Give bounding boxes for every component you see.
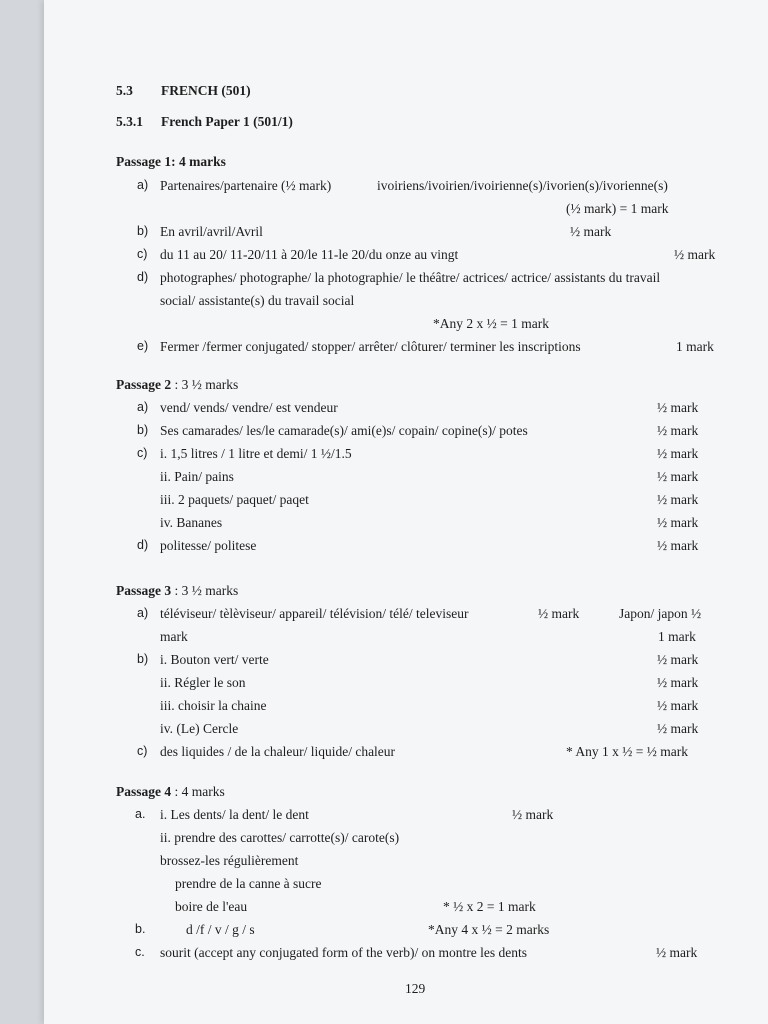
- mark-value: ½ mark: [657, 675, 699, 690]
- answer-text: Japon/ japon ½: [619, 606, 702, 621]
- answer-text: sourit (accept any conjugated form of the verb)/ on montre les dents: [160, 945, 528, 960]
- mark-value: ½ mark: [657, 492, 699, 507]
- answer-text: politesse/ politese: [160, 538, 257, 553]
- passage-2-heading: Passage 2 : 3 ½ marks: [116, 377, 239, 392]
- answer-text: photographes/ photographe/ la photographie/ le théâtre/ actrices/ actrice/ assistants du travail: [160, 270, 661, 285]
- subsection-title: French Paper 1 (501/1): [161, 114, 293, 129]
- mark-value: *Any 2 x ½ = 1 mark: [433, 316, 549, 331]
- mark-value: ½ mark: [656, 945, 698, 960]
- answer-text: ii. Régler le son: [160, 675, 246, 690]
- mark-value: ½ mark: [657, 652, 699, 667]
- answer-text: iv. Bananes: [160, 515, 223, 530]
- answer-text: social/ assistante(s) du travail social: [160, 293, 355, 308]
- item-label: b): [137, 652, 149, 666]
- answer-text: i. 1,5 litres / 1 litre et demi/ 1 ½/1.5: [160, 446, 352, 461]
- answer-text: iii. choisir la chaine: [160, 698, 267, 713]
- mark-value: ½ mark: [538, 606, 580, 621]
- mark-value: * ½ x 2 = 1 mark: [443, 899, 536, 914]
- item-label: a.: [135, 807, 146, 821]
- answer-text: iv. (Le) Cercle: [160, 721, 239, 736]
- passage-4-heading: Passage 4 : 4 marks: [116, 784, 225, 799]
- answer-text: Ses camarades/ les/le camarade(s)/ ami(e)s/ copain/ copine(s)/ potes: [160, 423, 528, 438]
- mark-value: ½ mark: [674, 247, 716, 262]
- section-title: FRENCH (501): [161, 83, 251, 98]
- answer-text: i. Les dents/ la dent/ le dent: [160, 807, 309, 822]
- answer-text: du 11 au 20/ 11-20/11 à 20/le 11-le 20/du onze au vingt: [160, 247, 459, 262]
- answer-text: iii. 2 paquets/ paquet/ paqet: [160, 492, 309, 507]
- item-label: c): [137, 744, 148, 758]
- answer-text: i. Bouton vert/ verte: [160, 652, 269, 667]
- passage-3-heading: Passage 3 : 3 ½ marks: [116, 583, 239, 598]
- answer-text: ii. Pain/ pains: [160, 469, 234, 484]
- page-number: 129: [405, 981, 426, 996]
- mark-value: ½ mark: [657, 423, 699, 438]
- item-label: e): [137, 339, 149, 353]
- item-label: c): [137, 247, 148, 261]
- mark-value: ½ mark: [657, 446, 699, 461]
- subsection-number: 5.3.1: [116, 114, 143, 129]
- answer-text: prendre de la canne à sucre: [175, 876, 322, 891]
- mark-value: *Any 4 x ½ = 2 marks: [428, 922, 550, 937]
- answer-text: des liquides / de la chaleur/ liquide/ chaleur: [160, 744, 396, 759]
- item-label: b): [137, 423, 149, 437]
- mark-value: ½ mark: [570, 224, 612, 239]
- mark-value: ½ mark: [512, 807, 554, 822]
- document-page: [44, 0, 768, 1024]
- passage-1-heading: Passage 1: 4 marks: [116, 154, 226, 169]
- answer-text: d /f / v / g / s: [186, 922, 255, 937]
- item-label: c.: [135, 945, 145, 959]
- answer-text: Partenaires/partenaire (½ mark): [160, 178, 332, 193]
- answer-text: Fermer /fermer conjugated/ stopper/ arrêter/ clôturer/ terminer les inscriptions: [160, 339, 581, 354]
- item-label: d): [137, 270, 149, 284]
- answer-text: brossez-les régulièrement: [160, 853, 299, 868]
- mark-value: (½ mark) = 1 mark: [566, 201, 669, 216]
- mark-value: ½ mark: [657, 469, 699, 484]
- answer-text: ii. prendre des carottes/ carrotte(s)/ carote(s): [160, 830, 400, 845]
- mark-value: 1 mark: [658, 629, 696, 644]
- mark-value: ½ mark: [657, 515, 699, 530]
- item-label: b.: [135, 922, 146, 936]
- answer-text: mark: [160, 629, 188, 644]
- mark-value: ½ mark: [657, 698, 699, 713]
- mark-value: ½ mark: [657, 721, 699, 736]
- mark-value: ½ mark: [657, 400, 699, 415]
- item-label: c): [137, 446, 148, 460]
- item-label: a): [137, 178, 149, 192]
- item-label: a): [137, 400, 149, 414]
- answer-text: boire de l'eau: [175, 899, 248, 914]
- item-label: b): [137, 224, 149, 238]
- mark-value: ½ mark: [657, 538, 699, 553]
- answer-text: ivoiriens/ivoirien/ivoirienne(s)/ivorien(s)/ivorienne(s): [377, 178, 668, 193]
- section-number: 5.3: [116, 83, 133, 98]
- mark-value: 1 mark: [676, 339, 714, 354]
- item-label: a): [137, 606, 149, 620]
- answer-text: En avril/avril/Avril: [160, 224, 263, 239]
- answer-text: téléviseur/ tèlèviseur/ appareil/ télévision/ télé/ televiseur: [160, 606, 469, 621]
- answer-text: vend/ vends/ vendre/ est vendeur: [160, 400, 338, 415]
- mark-value: * Any 1 x ½ = ½ mark: [566, 744, 688, 759]
- item-label: d): [137, 538, 149, 552]
